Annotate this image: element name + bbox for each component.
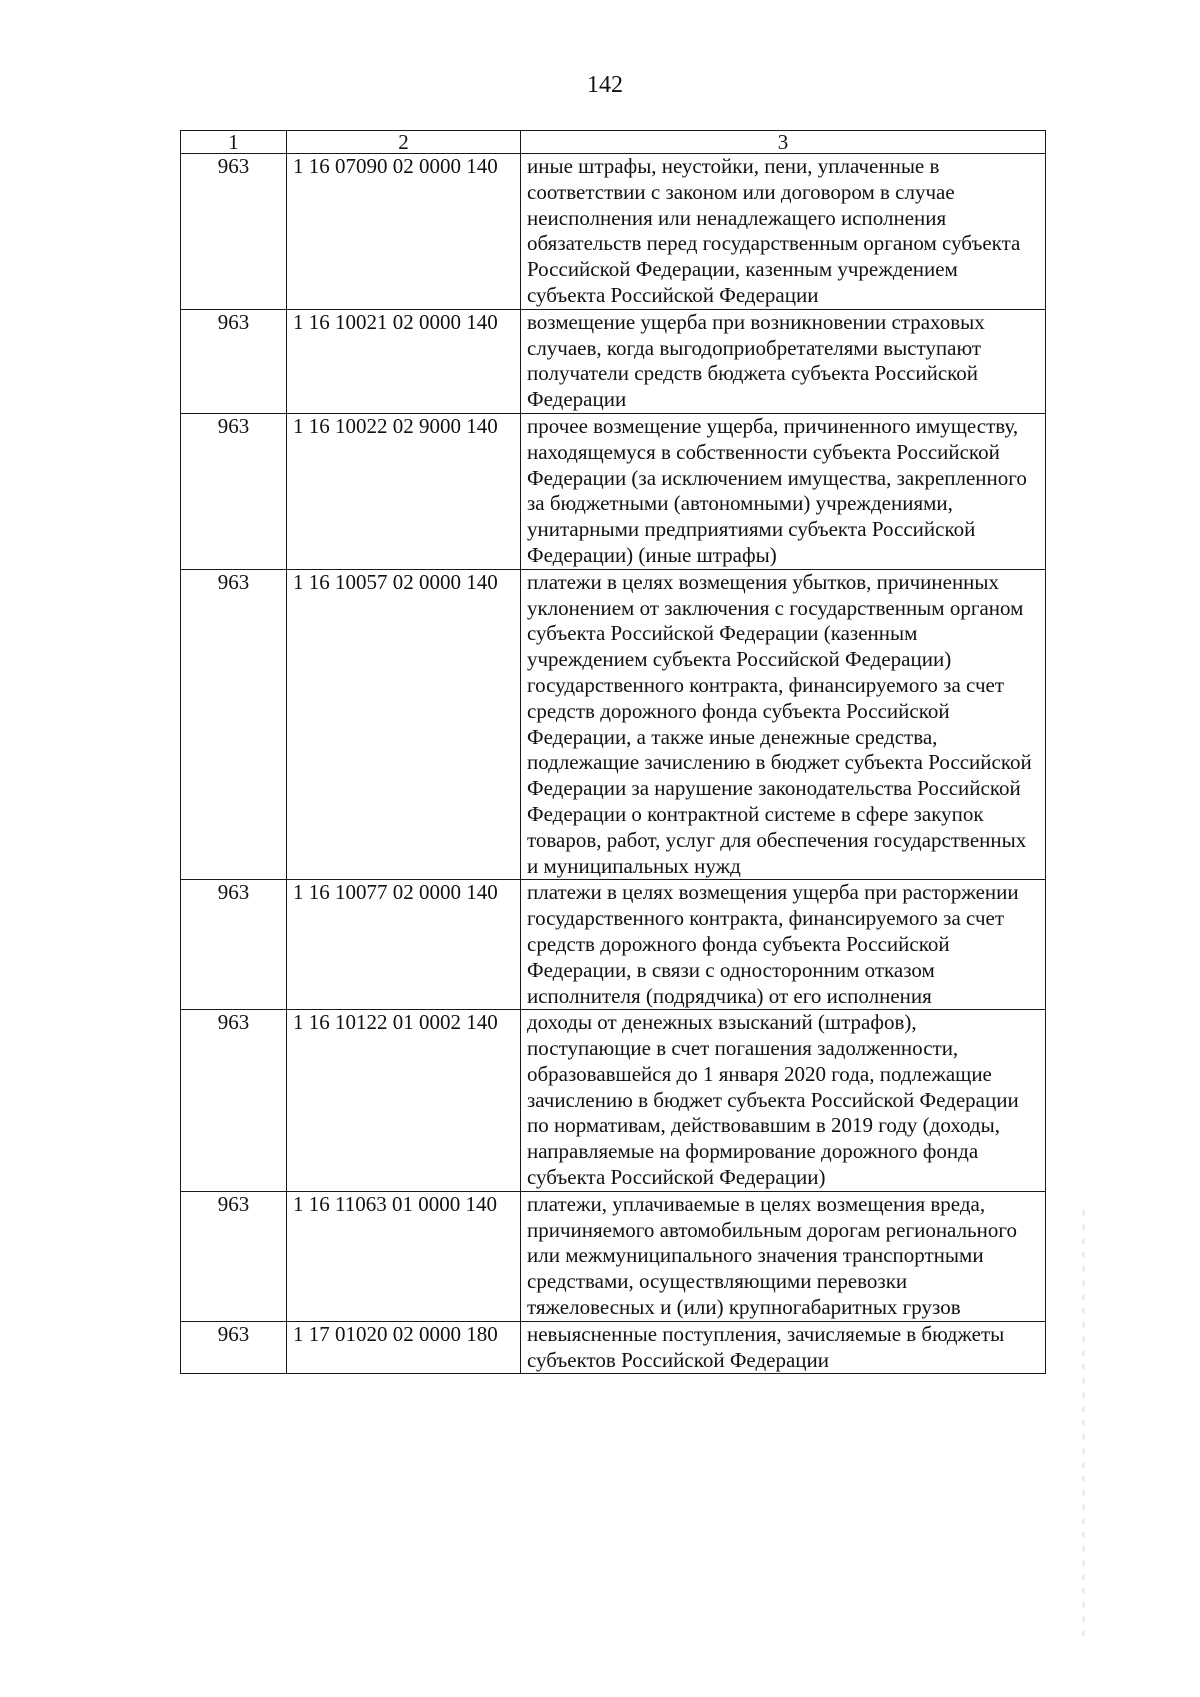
description-cell: доходы от денежных взысканий (штрафов), поступающие в счет погашения задолженности, образовавшейся до 1 января 2020 года, подлежащие зачислению в бюджет субъекта Российской Федерации по нормативам, действовавшим в 2019 году (доходы, направляемые на формирование дорожного фонда субъекта Российской Федерации) xyxy=(521,1010,1046,1192)
table-row xyxy=(181,569,1046,880)
budget-code-cell: 1 16 10022 02 9000 140 xyxy=(287,413,521,569)
budget-code-cell: 1 16 11063 01 0000 140 xyxy=(287,1191,521,1321)
budget-codes-table xyxy=(180,130,1046,1374)
table-row xyxy=(181,880,1046,1010)
column-header-3: 3 xyxy=(521,131,1046,154)
budget-code-cell: 1 17 01020 02 0000 180 xyxy=(287,1321,521,1374)
admin-code-cell: 963 xyxy=(181,1321,287,1374)
admin-code-cell: 963 xyxy=(181,1010,287,1192)
table-row xyxy=(181,1321,1046,1374)
table-row xyxy=(181,1191,1046,1321)
admin-code-cell: 963 xyxy=(181,413,287,569)
budget-code-cell: 1 16 10057 02 0000 140 xyxy=(287,569,521,880)
table-header-row xyxy=(181,131,1046,154)
admin-code-cell: 963 xyxy=(181,880,287,1010)
column-header-2: 2 xyxy=(287,131,521,154)
table-row xyxy=(181,413,1046,569)
description-cell: возмещение ущерба при возникновении страховых случаев, когда выгодоприобретателями выступают получатели средств бюджета субъекта Российской Федерации xyxy=(521,309,1046,413)
budget-code-cell: 1 16 10021 02 0000 140 xyxy=(287,309,521,413)
description-cell: прочее возмещение ущерба, причиненного имуществу, находящемуся в собственности субъекта Российской Федерации (за исключением имущества, закрепленного за бюджетными (автономными) учреждениями, унитарными предприятиями субъекта Российской Федерации) (иные штрафы) xyxy=(521,413,1046,569)
description-cell: невыясненные поступления, зачисляемые в бюджеты субъектов Российской Федерации xyxy=(521,1321,1046,1374)
budget-code-cell: 1 16 10122 01 0002 140 xyxy=(287,1010,521,1192)
admin-code-cell: 963 xyxy=(181,569,287,880)
budget-code-cell: 1 16 07090 02 0000 140 xyxy=(287,154,521,310)
table-row xyxy=(181,154,1046,310)
page-number: 142 xyxy=(587,72,623,98)
admin-code-cell: 963 xyxy=(181,154,287,310)
scan-edge-artifact xyxy=(1082,1210,1085,1640)
admin-code-cell: 963 xyxy=(181,1191,287,1321)
description-cell: платежи в целях возмещения ущерба при расторжении государственного контракта, финансируемого за счет средств дорожного фонда субъекта Российской Федерации, в связи с односторонним отказом исполнителя (подрядчика) от его исполнения xyxy=(521,880,1046,1010)
admin-code-cell: 963 xyxy=(181,309,287,413)
budget-code-cell: 1 16 10077 02 0000 140 xyxy=(287,880,521,1010)
column-header-1: 1 xyxy=(181,131,287,154)
description-cell: платежи, уплачиваемые в целях возмещения вреда, причиняемого автомобильным дорогам регионального или межмуниципального значения транспортными средствами, осуществляющими перевозки тяжеловесных и (или) крупногабаритных грузов xyxy=(521,1191,1046,1321)
description-cell: иные штрафы, неустойки, пени, уплаченные в соответствии с законом или договором в случае неисполнения или ненадлежащего исполнения обязательств перед государственным органом субъекта Российской Федерации, казенным учреждением субъекта Российской Федерации xyxy=(521,154,1046,310)
table-row xyxy=(181,1010,1046,1192)
description-cell: платежи в целях возмещения убытков, причиненных уклонением от заключения с государственным органом субъекта Российской Федерации (казенным учреждением субъекта Российской Федерации) государственного контракта, финансируемого за счет средств дорожного фонда субъекта Российской Федерации, а также иные денежные средства, подлежащие зачислению в бюджет субъекта Российской Федерации за нарушение законодательства Российской Федерации о контрактной системе в сфере закупок товаров, работ, услуг для обеспечения государственных и муниципальных нужд xyxy=(521,569,1046,880)
table-row xyxy=(181,309,1046,413)
